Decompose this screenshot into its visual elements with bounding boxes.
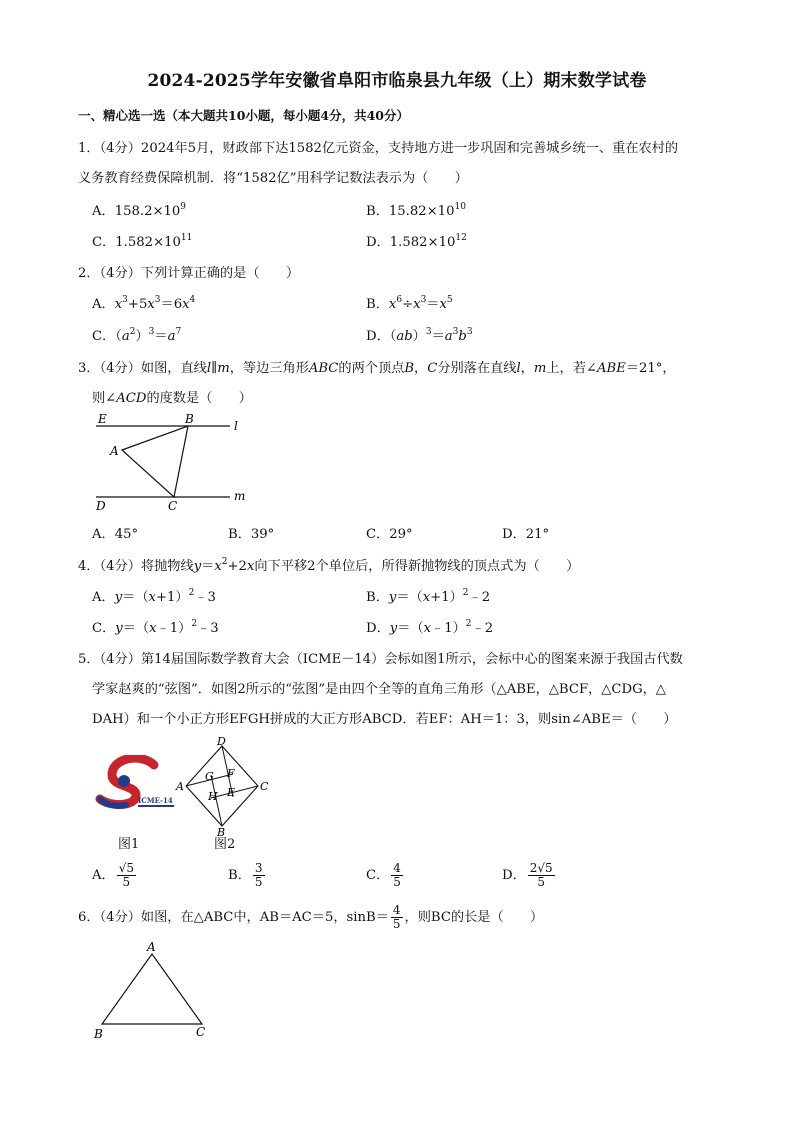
logo-text: ICME-14 [138, 796, 173, 805]
fig2-label: 图2 [214, 837, 236, 852]
q4-stem: 4．（4分）将抛物线$y=x^2+2x$向下平移2个单位后，所得新抛物线的顶点式为（ ） [78, 557, 580, 574]
svg-text:C: C [260, 780, 269, 793]
q1-option-b: B．$15.82\times 10^{10}$ [366, 202, 466, 219]
q3-label-b: B [185, 412, 194, 426]
svg-text:H: H [208, 790, 218, 803]
q3-line1: 3．（4分）如图，直线l∥m，等边三角形ABC的两个顶点B，C分别落在直线l，m上，若∠ABE＝21°， [78, 361, 676, 376]
q3-label-e: E [98, 412, 107, 426]
q5-figure2 [172, 734, 276, 838]
section-heading: 一、精心选一选（本大题共10小题，每小题4分，共40分） [78, 108, 409, 123]
q5-option-a: A． $\frac{√5}{5}$ [92, 861, 134, 889]
q6-figure [90, 940, 220, 1046]
q5-option-c: C． $\frac{4}{5}$ [366, 861, 401, 889]
q3-label-l: l [234, 419, 238, 433]
icme-logo-figure [92, 755, 182, 810]
fig1-label: 图1 [118, 837, 140, 852]
q1-line1: 1．（4分）2024年5月，财政部下达1582亿元资金，支持地方进一步巩固和完善城乡统一、重在农村的 [78, 141, 679, 156]
svg-text:F: F [227, 767, 235, 780]
q1-line2: 义务教育经费保障机制．将“1582亿”用科学记数法表示为（ ） [78, 171, 468, 186]
q4-option-c: C．y＝（x﹣1）$^2$﹣3 [92, 619, 219, 636]
q4-option-d: D．y＝（x﹣1）$^2$﹣2 [366, 619, 494, 636]
q5-option-b: B． $\frac{3}{5}$ [228, 861, 263, 889]
q2-option-b: B．$x^6\div x^3=x^5$ [366, 295, 453, 312]
page-title: 2024-2025学年安徽省阜阳市临泉县九年级（上）期末数学试卷 [147, 71, 647, 91]
q1-option-d: D．$1.582\times 10^{12}$ [366, 233, 467, 250]
svg-text:D: D [217, 735, 226, 748]
q2-option-d: D．$(ab)^3=a^3b^3$ [366, 327, 473, 344]
q3-label-m: m [234, 489, 246, 503]
q1-option-a: A．$158.2\times 10^9$ [92, 202, 187, 219]
q3-label-c: C [168, 499, 178, 513]
q3-figure [88, 408, 258, 518]
q2-option-c: C．$(a^2)^3=a^7$ [92, 327, 182, 344]
q3-option-a: A．45° [92, 527, 139, 542]
q5-line1: 5．（4分）第14届国际数学教育大会（ICME－14）会标如图1所示，会标中心的图案来源于我国古代数 [78, 652, 683, 667]
q5-line3: DAH）和一个小正方形EFGH拼成的大正方形ABCD．若EF：AH＝1：3，则sin∠ABE＝（ ） [92, 712, 677, 727]
q4-option-a: A．$y=(x+1)^2﹣3$ [92, 588, 216, 605]
svg-text:A: A [176, 780, 184, 793]
q5-line2: 学家赵爽的“弦图”．如图2所示的“弦图”是由四个全等的直角三角形（△ABE，△BCF，△CDG，△ [92, 682, 666, 697]
svg-text:E: E [227, 786, 236, 799]
svg-text:B: B [217, 826, 226, 838]
q3-label-d: D [96, 499, 106, 513]
q3-option-d: D．21° [502, 527, 550, 542]
q6-stem: 6．（4分）如图，在△ABC中，AB＝AC＝5，sinB＝ $\frac{4}{5}$ ，则BC的长是（ ） [78, 903, 544, 931]
q4-option-b: B．$y=(x+1)^2﹣2$ [366, 588, 491, 605]
q3-label-a: A [110, 444, 119, 458]
svg-text:C: C [196, 1025, 206, 1039]
q3-option-c: C．29° [366, 527, 413, 542]
q1-option-c: C．$1.582\times 10^{11}$ [92, 233, 193, 250]
q5-option-d: D． $\frac{2√5}{5}$ [502, 861, 553, 889]
svg-text:G: G [205, 770, 214, 783]
q2-stem: 2．（4分）下列计算正确的是（ ） [78, 266, 300, 281]
q3-line2: 则∠ACD的度数是（ ） [92, 391, 252, 406]
svg-text:A: A [147, 940, 156, 954]
q2-option-a: A．$x^3+5x^3=6x^4$ [92, 295, 196, 312]
svg-text:B: B [94, 1027, 103, 1041]
q3-option-b: B．39° [228, 527, 275, 542]
